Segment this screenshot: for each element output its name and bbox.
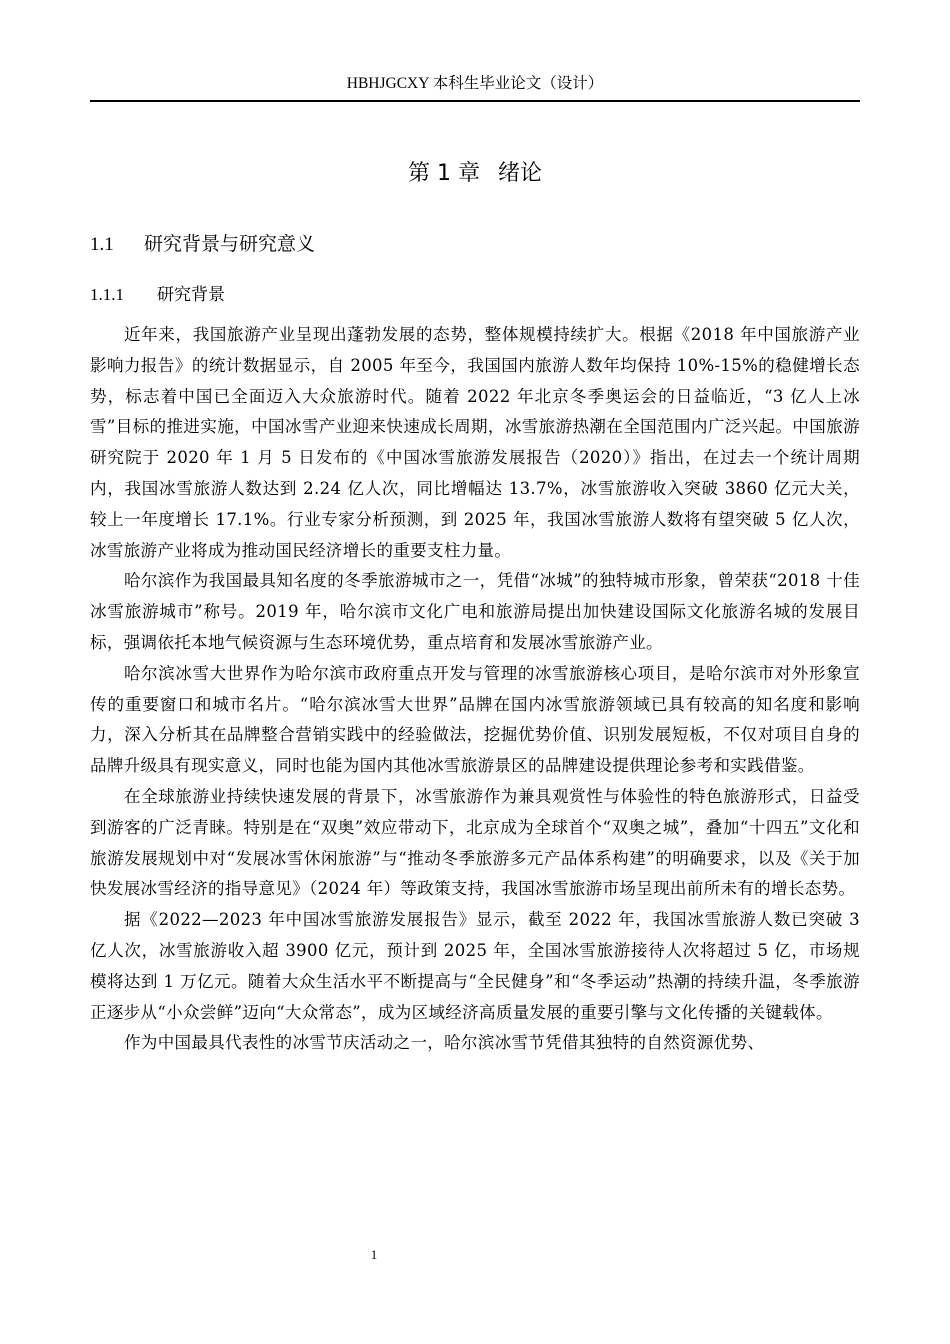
body-text [90,320,860,1059]
paragraph: 近年来，我国旅游产业呈现出蓬勃发展的态势，整体规模持续扩大。根据《2018 年中国旅游产业影响力报告》的统计数据显示，自 2005 年至今，我国国内旅游人数年均保持 10%-15%的稳健增长态势，标志着中国已全面迈入大众旅游时代。随着 2022 年北京冬季奥运会的日益临近，“3 亿人上冰雪”目标的推进实施，中国冰雪产业迎来快速成长周期，冰雪旅游热潮在全国范围内广泛兴起。中国旅游研究院于 2020 年 1 月 5 日发布的《中国冰雪旅游发展报告（2020）》指出，在过去一个统计周期内，我国冰雪旅游人数达到 2.24 亿人次，同比增幅达 13.7%，冰雪旅游收入突破 3860 亿元大关，较上一年度增长 17.1%。行业专家分析预测，到 2025 年，我国冰雪旅游人数将有望突破 5 亿人次，冰雪旅游产业将成为推动国民经济增长的重要支柱力量。 [90,325,860,560]
paragraph: 据《2022—2023 年中国冰雪旅游发展报告》显示，截至 2022 年，我国冰雪旅游人数已突破 3 亿人次，冰雪旅游收入超 3900 亿元，预计到 2025 年，全国冰雪旅游接待人次将超过 5 亿，市场规模将达到 1 万亿元。随着大众生活水平不断提高与“全民健身”和“冬季运动”热潮的持续升温，冬季旅游正逐步从“小众尝鲜”迈向“大众常态”，成为区域经济高质量发展的重要引擎与文化传播的关键载体。 [90,910,860,1022]
paragraph: 在全球旅游业持续快速发展的背景下，冰雪旅游作为兼具观赏性与体验性的特色旅游形式，日益受到游客的广泛青睐。特别是在“双奥”效应带动下，北京成为全球首个“双奥之城”，叠加“十四五”文化和旅游发展规划中对“发展冰雪休闲旅游”与“推动冬季旅游多元产品体系构建”的明确要求，以及《关于加快发展冰雪经济的指导意见》（2024 年）等政策支持，我国冰雪旅游市场呈现出前所未有的增长态势。 [90,786,860,899]
paragraph: 哈尔滨作为我国最具知名度的冬季旅游城市之一，凭借“冰城”的独特城市形象，曾荣获“2018 十佳冰雪旅游城市”称号。2019 年，哈尔滨市文化广电和旅游局提出加快建设国际文化旅游名城的发展目标，强调依托本地气候资源与生态环境优势，重点培育和发展冰雪旅游产业。 [90,571,860,652]
page-number: 1 [370,1247,378,1262]
chapter-number: 第 1 章 [408,161,480,186]
subsection-title: 研究背景 [157,285,225,305]
subsection-number: 1.1.1 [90,285,124,304]
paragraph: 作为中国最具代表性的冰雪节庆活动之一，哈尔滨冰雪节凭借其独特的自然资源优势、 [124,1033,765,1053]
header-rule [90,100,860,102]
subsection-heading [90,281,225,309]
section-number: 1.1 [90,234,114,255]
section-heading [90,229,315,260]
section-title: 研究背景与研究意义 [144,233,316,255]
running-header: HBHJGCXY 本科生毕业论文（设计） [346,75,604,92]
chapter-heading [90,158,860,190]
chapter-title: 绪论 [497,161,542,186]
paragraph: 哈尔滨冰雪大世界作为哈尔滨市政府重点开发与管理的冰雪旅游核心项目，是哈尔滨市对外形象宣传的重要窗口和城市名片。“哈尔滨冰雪大世界”品牌在国内冰雪旅游领域已具有较高的知名度和影响力，深入分析其在品牌整合营销实践中的经验做法，挖掘优势价值、识别发展短板，不仅对项目自身的品牌升级具有现实意义，同时也能为国内其他冰雪旅游景区的品牌建设提供理论参考和实践借鉴。 [90,663,860,776]
